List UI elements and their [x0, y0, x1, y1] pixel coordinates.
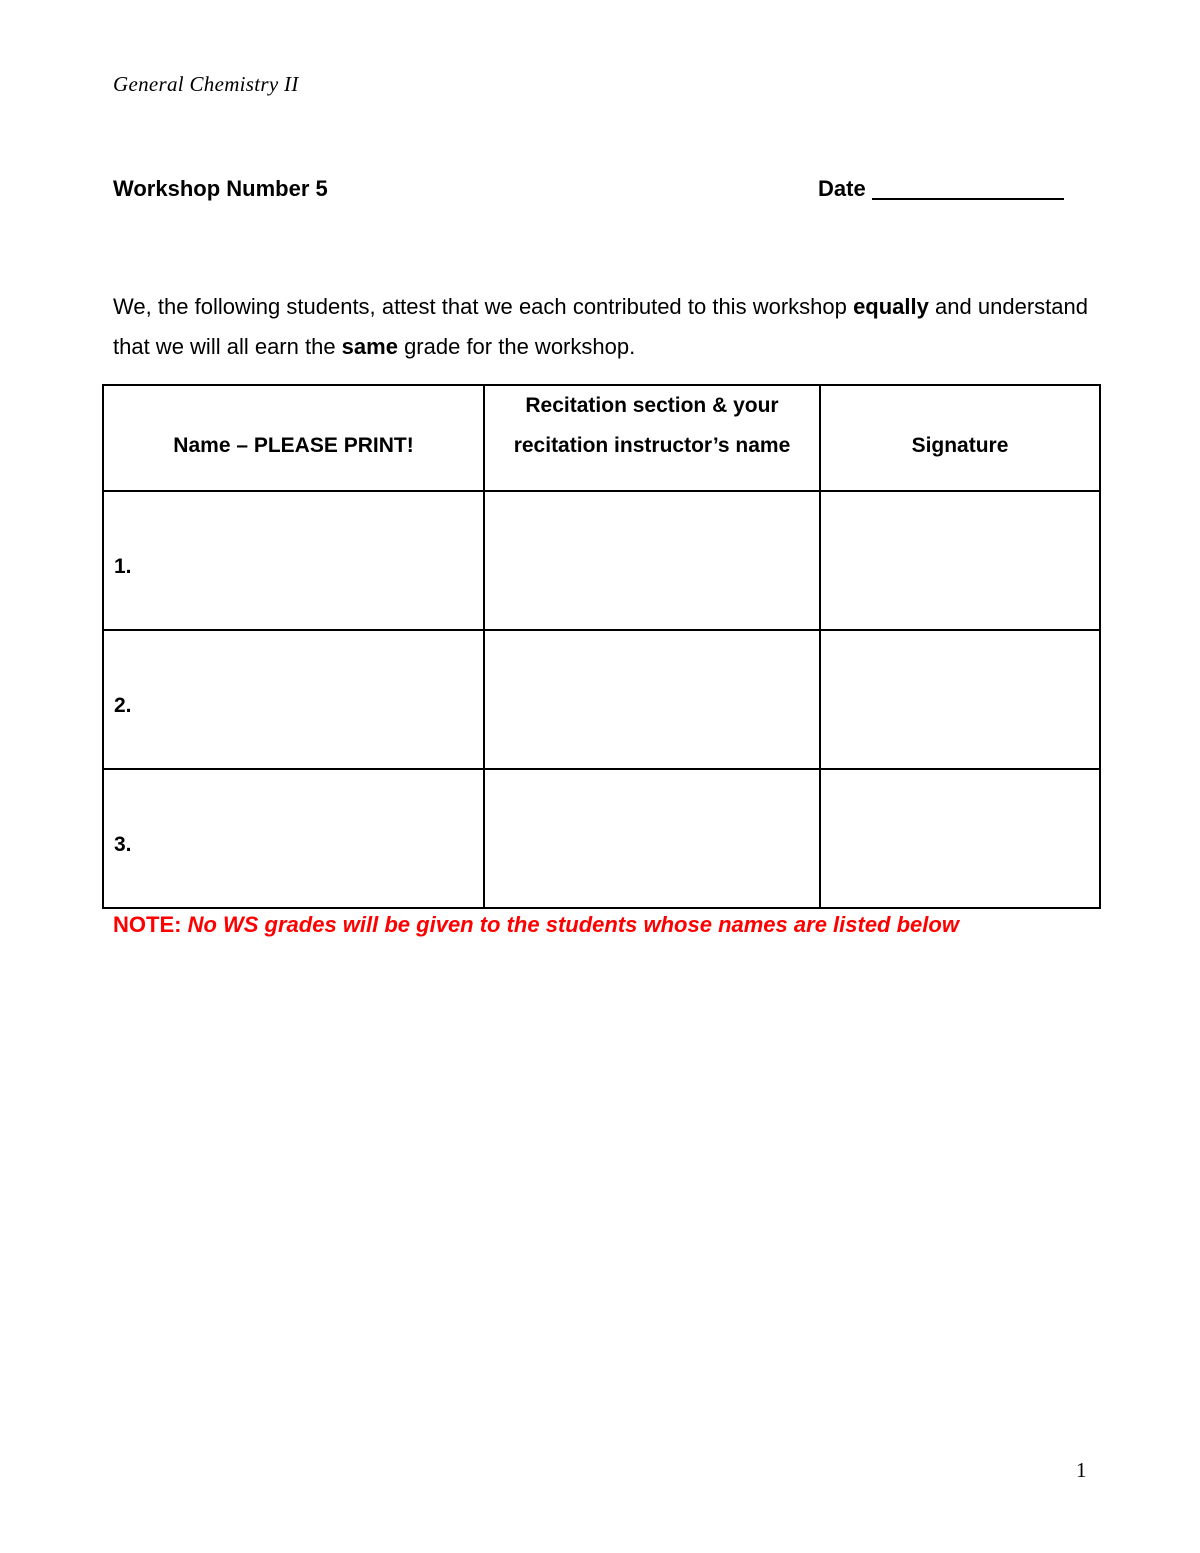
- attestation-part2: and understand that we will all earn the: [113, 294, 1088, 359]
- date-label: Date: [818, 176, 866, 201]
- table-row: [103, 769, 1100, 908]
- page-number: 1: [1076, 1458, 1087, 1482]
- table-header-row: [103, 385, 1100, 491]
- attestation-emphasis-same: same: [341, 334, 398, 359]
- attestation-statement: [113, 287, 1088, 367]
- signature-cell[interactable]: [820, 630, 1100, 769]
- recitation-cell[interactable]: [484, 630, 820, 769]
- note-text: No WS grades will be given to the students whose names are listed below: [187, 912, 959, 937]
- row-number: 2.: [114, 694, 132, 717]
- note: [113, 912, 959, 938]
- student-roster-table: [102, 384, 1101, 909]
- recitation-cell[interactable]: [484, 491, 820, 630]
- name-cell[interactable]: [103, 769, 484, 908]
- row-number: 3.: [114, 833, 132, 856]
- recitation-cell[interactable]: [484, 769, 820, 908]
- running-header: General Chemistry II: [113, 72, 299, 96]
- date-blank-line[interactable]: [872, 174, 1064, 200]
- date-field: [818, 176, 1064, 202]
- header-name: Name – PLEASE PRINT!: [103, 385, 484, 491]
- attestation-part3: grade for the workshop.: [397, 334, 636, 359]
- signature-cell[interactable]: [820, 769, 1100, 908]
- attestation-part1: We, the following students, attest that we each contributed to this workshop: [113, 294, 854, 319]
- attestation-emphasis-equally: equally: [853, 294, 929, 319]
- row-number: 1.: [114, 555, 132, 578]
- table-row: [103, 630, 1100, 769]
- title-row: [113, 176, 1073, 208]
- name-cell[interactable]: [103, 491, 484, 630]
- name-cell[interactable]: [103, 630, 484, 769]
- signature-cell[interactable]: [820, 491, 1100, 630]
- header-recitation: Recitation section & your recitation instructor’s name: [484, 385, 820, 491]
- header-signature: Signature: [820, 385, 1100, 491]
- workshop-title: Workshop Number 5: [113, 176, 328, 201]
- note-label: NOTE:: [113, 912, 188, 937]
- table-row: [103, 491, 1100, 630]
